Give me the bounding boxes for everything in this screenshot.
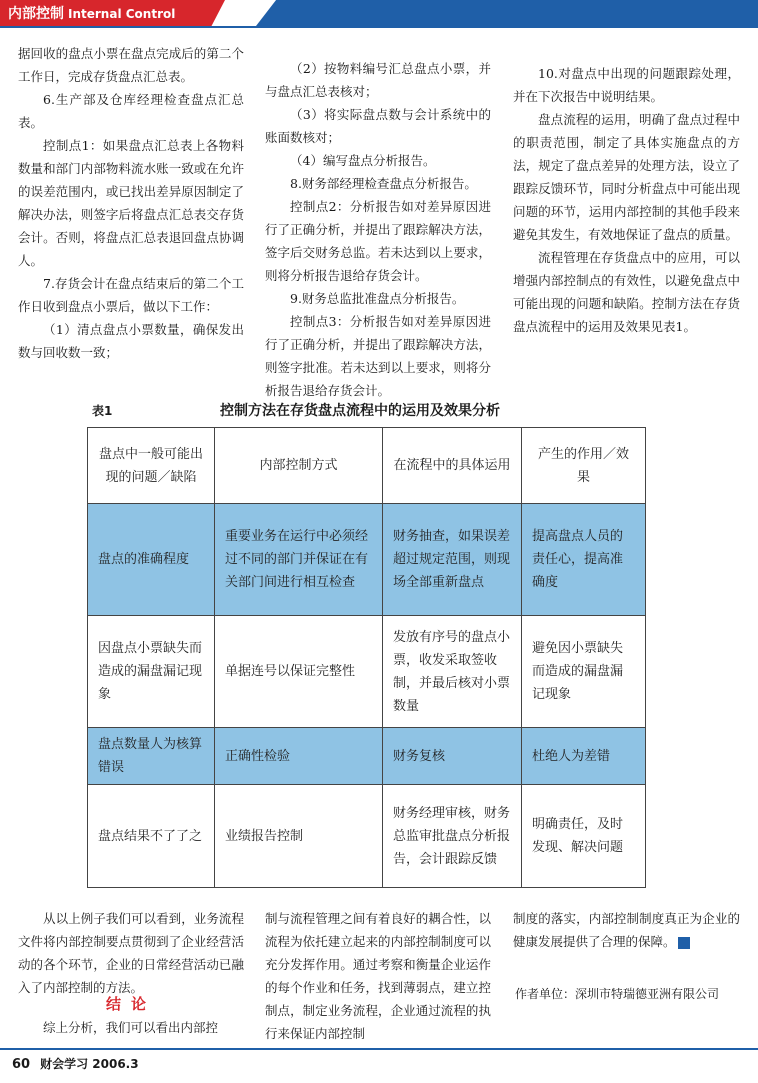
right-para-3: 流程管理在存货盘点中的应用，可以增强内部控制点的有效性，以避免盘点中可能出现的问题和缺陷。控制方法在存货盘点流程中的运用及效果见表1。 (513, 250, 740, 334)
table-cell: 业绩报告控制 (215, 785, 383, 888)
table-label: 表1 (92, 404, 113, 418)
middle-para-5: 控制点2：分析报告如对差异原因进行了正确分析，并提出了跟踪解决方法，签字后交财务总监。若未达到以上要求，则将分析报告退给存货会计。 (265, 199, 491, 283)
page-footer (12, 1055, 139, 1072)
middle-para-2: （3）将实际盘点数与会计系统中的账面数核对； (265, 107, 491, 145)
middle-para-7: 控制点3：分析报告如对差异原因进行了正确分析，并提出了跟踪解决方法，则签字批准。若未达到以上要求，则将分析报告退给存货会计。 (265, 314, 491, 398)
journal-name: 财会学习 2006.3 (40, 1057, 139, 1071)
footer-rule (0, 1048, 758, 1050)
right-para-2: 盘点流程的运用，明确了盘点过程中的职责范围，制定了具体实施盘点的方法，规定了盘点差异的处理方法，设立了跟踪反馈环节，同时分析盘点中可能出现问题的环节，运用内部控制的其他手段来避免其发生，有效地保证了盘点的质量。 (513, 112, 740, 242)
middle-para-6: 9.财务总监批准盘点分析报告。 (290, 291, 465, 306)
table-cell: 财务抽查，如果误差超过规定范围，则现场全部重新盘点 (383, 504, 522, 616)
left-column (18, 42, 244, 364)
bottom-left-para-1: 从以上例子我们可以看到，业务流程文件将内部控制要点贯彻到了企业经营活动的各个环节，企业的日常经营活动已融入了内部控制的方法。 (18, 911, 244, 995)
bottom-middle-para: 制与流程管理之间有着良好的耦合性，以流程为依托建立起来的内部控制制度可以充分发挥作用。通过考察和衡量企业运作的每个作业和任务，找到薄弱点，建立控制点，制定业务流程，企业通过流程的执行来保证内部控制 (265, 911, 491, 1041)
middle-para-4: 8.财务部经理检查盘点分析报告。 (290, 176, 477, 191)
left-para-1: 据回收的盘点小票在盘点完成后的第二个工作日，完成存货盘点汇总表。 (18, 46, 244, 84)
table-cell: 避免因小票缺失而造成的漏盘漏记现象 (522, 616, 646, 728)
table-cell: 财务复核 (383, 728, 522, 785)
table-header-cell: 产生的作用／效果 (522, 428, 646, 504)
section-title-cn: 内部控制 (8, 6, 64, 22)
table-cell: 杜绝人为差错 (522, 728, 646, 785)
header-blue-band (256, 0, 758, 26)
table-cell: 单据连号以保证完整性 (215, 616, 383, 728)
table-cell: 提高盘点人员的责任心，提高准确度 (522, 504, 646, 616)
middle-para-1: （2）按物料编号汇总盘点小票，并与盘点汇总表核对； (265, 61, 491, 99)
table-cell: 盘点结果不了了之 (88, 785, 215, 888)
table-header-cell: 内部控制方式 (215, 428, 383, 504)
table-row (88, 616, 646, 728)
bottom-left-para-2: 综上分析，我们可以看出内部控 (43, 1020, 219, 1035)
left-para-5: （1）清点盘点小票数量，确保发出数与回收数一致； (18, 322, 244, 360)
bottom-right-para: 制度的落实，内部控制制度真正为企业的健康发展提供了合理的保障。 (513, 911, 740, 949)
page-header (0, 0, 758, 26)
middle-para-3: （4）编写盘点分析报告。 (290, 153, 436, 168)
table-row (88, 785, 646, 888)
table-header-row (88, 428, 646, 504)
left-para-4: 7.存货会计在盘点结束后的第二个工作日收到盘点小票后，做以下工作： (18, 276, 244, 314)
middle-column (265, 57, 491, 402)
analysis-table (87, 427, 646, 888)
end-mark-icon (678, 937, 690, 949)
table-cell: 财务经理审核，财务总监审批盘点分析报告，会计跟踪反馈 (383, 785, 522, 888)
table-row (88, 504, 646, 616)
page-number: 60 (12, 1057, 31, 1072)
left-para-2: 6.生产部及仓库经理检查盘点汇总表。 (18, 92, 244, 130)
table-header-cell: 在流程中的具体运用 (383, 428, 522, 504)
table-header-cell: 盘点中一般可能出现的问题／缺陷 (88, 428, 215, 504)
right-column (513, 62, 740, 338)
table-cell: 盘点数量人为核算错误 (88, 728, 215, 785)
table-cell: 正确性检验 (215, 728, 383, 785)
bottom-left-column-2 (18, 1016, 244, 1039)
bottom-left-column (18, 907, 244, 999)
table-cell: 重要业务在运行中必须经过不同的部门并保证在有关部门间进行相互检查 (215, 504, 383, 616)
table-cell: 盘点的准确程度 (88, 504, 215, 616)
conclusion-heading: 结论 (106, 995, 157, 1013)
table-title: 控制方法在存货盘点流程中的运用及效果分析 (220, 403, 500, 419)
bottom-middle-column (265, 907, 491, 1045)
table-row (88, 728, 646, 785)
author-affiliation: 作者单位：深圳市特瑞德亚洲有限公司 (515, 987, 720, 1001)
header-rule (0, 26, 758, 28)
right-para-1: 10.对盘点中出现的问题跟踪处理，并在下次报告中说明结果。 (513, 66, 740, 104)
section-title (8, 3, 175, 23)
table-cell: 发放有序号的盘点小票，收发采取签收制，并最后核对小票数量 (383, 616, 522, 728)
table-cell: 明确责任，及时发现、解决问题 (522, 785, 646, 888)
section-title-en: Internal Control (68, 7, 176, 21)
left-para-3: 控制点1：如果盘点汇总表上各物料数量和部门内部物料流水账一致或在允许的误差范围内，或已找出差异原因制定了解决办法，则签字后将盘点汇总表交存货会计。否则，将盘点汇总表退回盘点协调人。 (18, 138, 244, 268)
bottom-right-column (513, 907, 740, 953)
table-cell: 因盘点小票缺失而造成的漏盘漏记现象 (88, 616, 215, 728)
